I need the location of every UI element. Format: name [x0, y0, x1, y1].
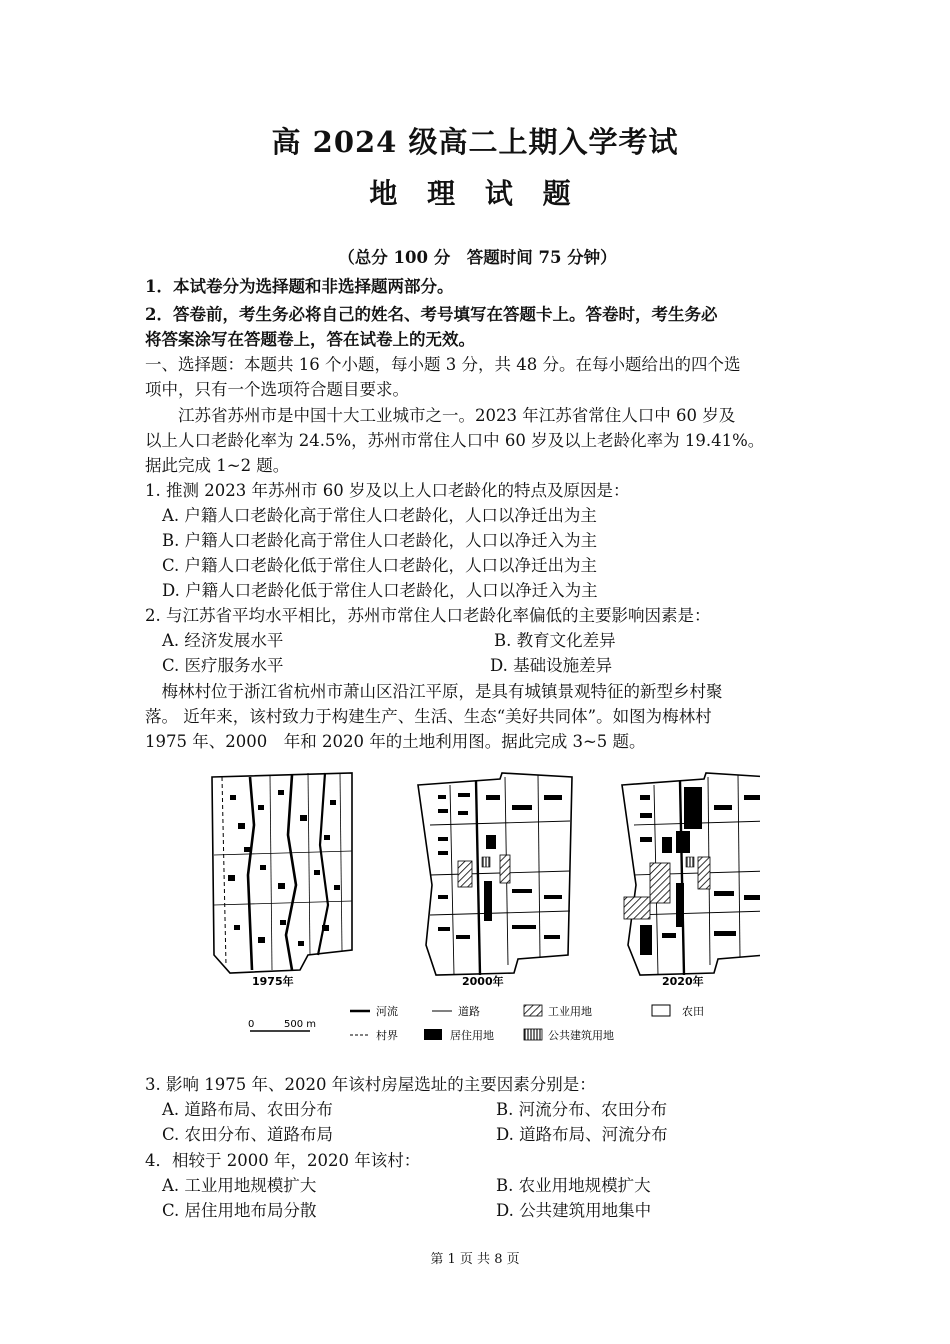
q4-stem: 4．相较于 2000 年，2020 年该村： — [145, 1151, 421, 1170]
q4-option-a: A. 工业用地规模扩大 — [162, 1176, 317, 1195]
q3-option-d: D. 道路布局、河流分布 — [496, 1125, 668, 1144]
passage2-line1: 梅林村位于浙江省杭州市萧山区沿江平原，是具有城镇景观特征的新型乡村聚 — [145, 682, 723, 701]
q1-option-b: B. 户籍人口老龄化高于常住人口老龄化，人口以净迁入为主 — [162, 531, 598, 550]
passage1-line1: 江苏省苏州市是中国十大工业城市之一。2023 年江苏省常住人口中 60 岁及 — [145, 406, 736, 425]
map-2000 — [418, 773, 572, 988]
passage2-line3: 1975 年、2000 年和 2020 年的土地利用图。据此完成 3~5 题。 — [145, 732, 646, 751]
passage1-line2: 以上人口老龄化率为 24.5%，苏州市常住人口中 60 岁及以上老龄化率为 19.41%。 — [145, 431, 765, 450]
q3-option-a: A. 道路布局、农田分布 — [162, 1100, 333, 1119]
instruction-2-line1: 2．答卷前，考生务必将自己的姓名、考号填写在答题卡上。答卷时，考生务必 — [145, 305, 718, 324]
legend-boundary: 村界 — [376, 1029, 398, 1042]
q1-option-a: A. 户籍人口老龄化高于常住人口老龄化，人口以净迁出为主 — [162, 506, 597, 525]
map-1975 — [212, 773, 352, 988]
q4-option-c: C. 居住用地布局分散 — [162, 1201, 317, 1220]
map-2020 — [622, 773, 760, 988]
legend-industrial: 工业用地 — [548, 1005, 592, 1018]
q1-stem: 1. 推测 2023 年苏州市 60 岁及以上人口老龄化的特点及原因是： — [145, 481, 630, 500]
scale-label: 500 m — [284, 1019, 317, 1030]
q3-option-c: C. 农田分布、道路布局 — [162, 1125, 334, 1144]
legend-river: 河流 — [376, 1005, 398, 1018]
legend-residential: 居住用地 — [450, 1029, 494, 1042]
q1-option-d: D. 户籍人口老龄化低于常住人口老龄化，人口以净迁入为主 — [162, 581, 598, 600]
legend-industrial-swatch — [524, 1005, 542, 1016]
q3-option-b: B. 河流分布、农田分布 — [496, 1100, 668, 1119]
legend-road: 道路 — [458, 1005, 480, 1018]
q2-option-d: D. 基础设施差异 — [490, 656, 613, 675]
instruction-2-line2: 将答案涂写在答题卷上，答在试卷上的无效。 — [145, 330, 475, 349]
q3-stem: 3. 影响 1975 年、2020 年该村房屋选址的主要因素分别是： — [145, 1075, 596, 1094]
instruction-1: 1．本试卷分为选择题和非选择题两部分。 — [145, 277, 454, 296]
land-use-figure — [200, 765, 760, 1055]
legend-public: 公共建筑用地 — [548, 1029, 614, 1042]
q2-option-b: B. 教育文化差异 — [494, 631, 616, 650]
exam-subtitle: 地 理 试 题 — [369, 177, 581, 210]
legend-farmland-swatch — [652, 1005, 670, 1016]
map-label-2000: 2000年 — [462, 975, 504, 988]
legend-farmland: 农田 — [682, 1005, 704, 1018]
map-legend — [248, 1004, 704, 1042]
section-heading-line1: 一、选择题：本题共 16 个小题，每小题 3 分，共 48 分。在每小题给出的四个选 — [145, 355, 741, 374]
q4-option-d: D. 公共建筑用地集中 — [496, 1201, 652, 1220]
exam-title: 高 2024 级高二上期入学考试 — [271, 125, 679, 159]
map-label-1975: 1975年 — [252, 975, 294, 988]
scale-zero: 0 — [248, 1019, 255, 1030]
map-label-2020: 2020年 — [662, 975, 704, 988]
q2-option-a: A. 经济发展水平 — [162, 631, 284, 650]
legend-residential-swatch — [424, 1029, 442, 1040]
q2-option-c: C. 医疗服务水平 — [162, 656, 284, 675]
legend-public-swatch — [524, 1029, 542, 1040]
passage1-line3: 据此完成 1~2 题。 — [145, 456, 290, 475]
q1-option-c: C. 户籍人口老龄化低于常住人口老龄化，人口以净迁出为主 — [162, 556, 598, 575]
q2-stem: 2. 与江苏省平均水平相比，苏州市常住人口老龄化率偏低的主要影响因素是： — [145, 606, 711, 625]
section-heading-line2: 项中，只有一个选项符合题目要求。 — [145, 380, 409, 399]
passage2-line2: 落。 近年来，该村致力于构建生产、生活、生态“美好共同体”。如图为梅林村 — [145, 707, 712, 726]
q4-option-b: B. 农业用地规模扩大 — [496, 1176, 651, 1195]
score-time-info: （总分 100 分 答题时间 75 分钟） — [338, 248, 617, 267]
page-number: 第 1 页 共 8 页 — [430, 1252, 520, 1267]
